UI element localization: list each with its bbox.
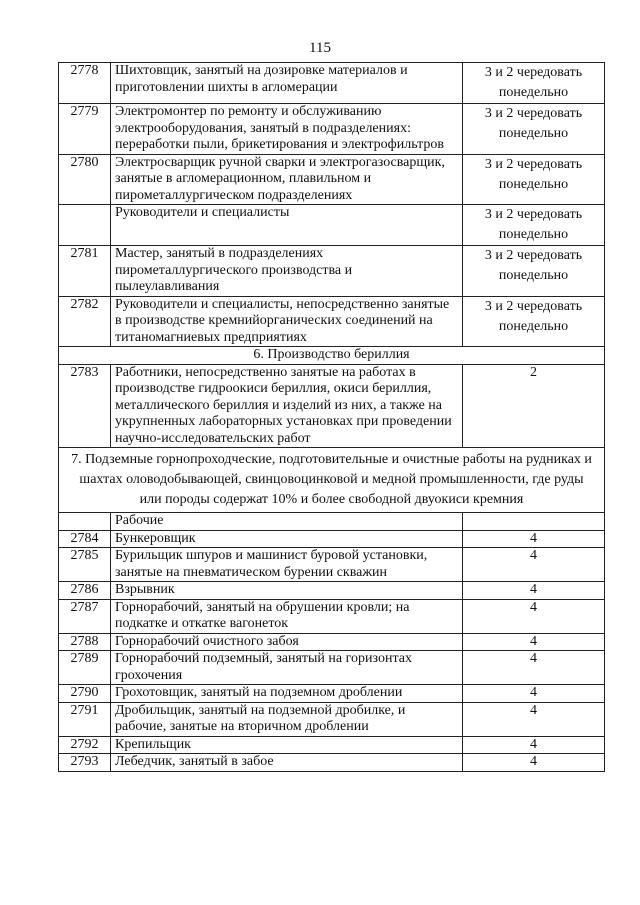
row-number: 2791 xyxy=(59,702,111,736)
row-number: 2792 xyxy=(59,736,111,754)
row-period: 2 xyxy=(463,364,605,448)
table-row xyxy=(59,530,605,548)
row-period: 3 и 2 чередовать понедельно xyxy=(463,63,605,104)
table-row xyxy=(59,63,605,104)
table-row xyxy=(59,548,605,582)
row-description: Горнорабочий очистного забоя xyxy=(111,633,463,651)
row-period: 4 xyxy=(463,599,605,633)
row-description: Крепильщик xyxy=(111,736,463,754)
table-row xyxy=(59,702,605,736)
page-number: 115 xyxy=(309,40,331,56)
table-row xyxy=(59,685,605,703)
category-label: Руководители и специалисты xyxy=(111,205,463,246)
row-number: 2785 xyxy=(59,548,111,582)
row-number: 2787 xyxy=(59,599,111,633)
table-row xyxy=(59,513,605,531)
section-7-heading: 7. Подземные горнопроходческие, подготовительные и очистные работы на рудниках и шахтах оловодобывающей, свинцовоцинковой и медной промышленности, где руды или породы содержат 10% и более свободной двуокиси кремния xyxy=(59,448,605,513)
table-row xyxy=(59,582,605,600)
row-description: Руководители и специалисты, непосредственно занятые в производстве кремнийорганических соединений на титаномагниевых предприятиях xyxy=(111,296,463,347)
table-row xyxy=(59,599,605,633)
row-description: Шихтовщик, занятый на дозировке материалов и приготовлении шихты в агломерации xyxy=(111,63,463,104)
row-period: 4 xyxy=(463,530,605,548)
row-number: 2790 xyxy=(59,685,111,703)
row-description: Бурильщик шпуров и машинист буровой установки, занятые на пневматическом бурении скважин xyxy=(111,548,463,582)
table-row xyxy=(59,754,605,772)
table-row xyxy=(59,736,605,754)
row-period: 4 xyxy=(463,685,605,703)
table-row xyxy=(59,104,605,155)
row-period: 4 xyxy=(463,651,605,685)
row-period: 3 и 2 чередовать понедельно xyxy=(463,296,605,347)
row-period: 3 и 2 чередовать понедельно xyxy=(463,154,605,205)
row-description: Горнорабочий подземный, занятый на горизонтах грохочения xyxy=(111,651,463,685)
row-period: 4 xyxy=(463,736,605,754)
row-description: Бункеровщик xyxy=(111,530,463,548)
table-row xyxy=(59,246,605,297)
table-row xyxy=(59,205,605,246)
table-row xyxy=(59,633,605,651)
row-period: 4 xyxy=(463,633,605,651)
table-row xyxy=(59,296,605,347)
row-number: 2793 xyxy=(59,754,111,772)
row-number: 2779 xyxy=(59,104,111,155)
row-period: 3 и 2 чередовать понедельно xyxy=(463,205,605,246)
section-heading-row xyxy=(59,448,605,513)
row-description: Работники, непосредственно занятые на работах в производстве гидроокиси бериллия, окиси бериллия, металлического бериллия и изделий из них, а также на укрупненных лабораторных установках при проведении научно-исследовательских работ xyxy=(111,364,463,448)
row-period: 4 xyxy=(463,548,605,582)
table-row xyxy=(59,154,605,205)
row-number: 2781 xyxy=(59,246,111,297)
row-description: Взрывник xyxy=(111,582,463,600)
row-period: 4 xyxy=(463,582,605,600)
table-row xyxy=(59,651,605,685)
row-number-empty xyxy=(59,513,111,531)
row-number: 2784 xyxy=(59,530,111,548)
row-number: 2788 xyxy=(59,633,111,651)
row-period: 4 xyxy=(463,702,605,736)
professions-table xyxy=(58,62,605,772)
section-heading-row xyxy=(59,347,605,365)
row-number: 2786 xyxy=(59,582,111,600)
row-description: Электромонтер по ремонту и обслуживанию электрооборудования, занятый в подразделениях: переработки пыли, брикетирования и электрофильтров xyxy=(111,104,463,155)
row-number: 2782 xyxy=(59,296,111,347)
row-number: 2783 xyxy=(59,364,111,448)
row-period-empty xyxy=(463,513,605,531)
row-period: 3 и 2 чередовать понедельно xyxy=(463,246,605,297)
row-number: 2780 xyxy=(59,154,111,205)
row-description: Мастер, занятый в подразделениях пирометаллургического производства и пылеулавливания xyxy=(111,246,463,297)
row-description: Электросварщик ручной сварки и электрогазосварщик, занятые в агломерационном, плавильном и пирометаллургическом подразделениях xyxy=(111,154,463,205)
section-6-heading: 6. Производство бериллия xyxy=(59,347,605,365)
row-number: 2778 xyxy=(59,63,111,104)
row-number xyxy=(59,205,111,246)
table-row xyxy=(59,364,605,448)
row-number: 2789 xyxy=(59,651,111,685)
category-label: Рабочие xyxy=(111,513,463,531)
row-description: Лебедчик, занятый в забое xyxy=(111,754,463,772)
row-period: 4 xyxy=(463,754,605,772)
row-description: Горнорабочий, занятый на обрушении кровли; на подкатке и откатке вагонеток xyxy=(111,599,463,633)
row-description: Дробильщик, занятый на подземной дробилке, и рабочие, занятые на вторичном дроблении xyxy=(111,702,463,736)
row-description: Грохотовщик, занятый на подземном дроблении xyxy=(111,685,463,703)
row-period: 3 и 2 чередовать понедельно xyxy=(463,104,605,155)
